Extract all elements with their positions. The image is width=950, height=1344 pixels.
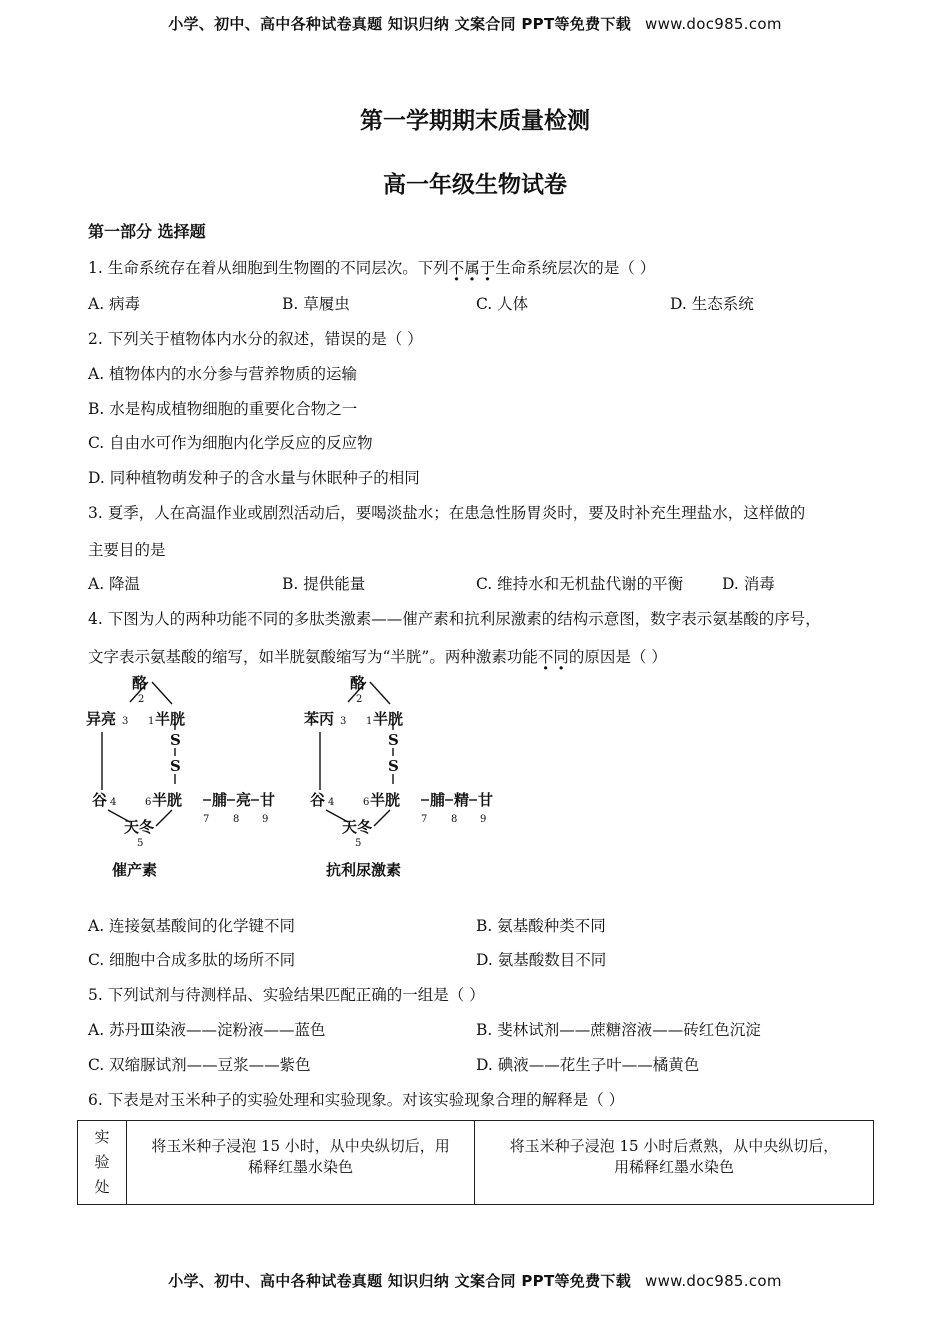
amino-acid-number: 4 xyxy=(328,797,335,808)
amino-acid-number: 8 xyxy=(451,814,458,825)
q2-option-a: A. 植物体内的水分参与营养物质的运输 xyxy=(88,365,358,383)
amino-acid-number: 3 xyxy=(122,716,129,727)
disulfide-s: S xyxy=(170,757,181,775)
vasopressin-caption: 抗利尿激素 xyxy=(326,861,402,879)
amino-acid-label: 甘 xyxy=(478,791,494,809)
amino-acid-number: 6 xyxy=(145,797,152,808)
q1-option-d: D. 生态系统 xyxy=(670,295,754,313)
amino-acid-number: 6 xyxy=(363,797,370,808)
amino-acid-number: 9 xyxy=(262,814,269,825)
amino-acid-label: 半胱 xyxy=(152,791,183,809)
bond-line xyxy=(152,682,172,704)
header-text: 小学、初中、高中各种试卷真题 知识归纳 文案合同 PPT等免费下载 xyxy=(168,15,631,33)
disulfide-s: S xyxy=(388,757,399,775)
amino-acid-number: 8 xyxy=(233,814,240,825)
q2-option-b: B. 水是构成植物细胞的重要化合物之一 xyxy=(88,400,358,418)
q4-option-b: B. 氨基酸种类不同 xyxy=(476,917,606,935)
q3-option-b: B. 提供能量 xyxy=(282,575,366,593)
question-3-stem-line1: 3. 夏季，人在高温作业或剧烈活动后，要喝淡盐水；在患急性肠胃炎时，要及时补充生理盐水，这样做的 xyxy=(88,504,806,522)
label-char: 验 xyxy=(94,1153,110,1171)
amino-acid-label: 脯 xyxy=(212,791,228,809)
amino-acid-number: 1 xyxy=(148,716,155,727)
amino-acid-label: 甘 xyxy=(260,791,276,809)
amino-acid-label: 苯丙 xyxy=(304,710,335,728)
q4-emphasis-char: 不 xyxy=(537,648,554,666)
amino-acid-number: 3 xyxy=(340,716,347,727)
label-char: 实 xyxy=(94,1128,110,1146)
amino-acid-number: 2 xyxy=(138,694,145,705)
question-5-stem: 5. 下列试剂与待测样品、实验结果匹配正确的一组是（ ） xyxy=(88,986,485,1004)
amino-acid-number: 9 xyxy=(480,814,487,825)
page-header xyxy=(0,13,950,34)
section-heading: 第一部分 选择题 xyxy=(88,222,206,241)
bond-line xyxy=(374,810,390,826)
amino-acid-label: 天冬 xyxy=(124,818,155,836)
q1-option-c: C. 人体 xyxy=(476,295,529,313)
q5-option-b: B. 斐林试剂——蔗糖溶液——砖红色沉淀 xyxy=(476,1021,761,1039)
q1-stem-part-b: 生命系统层次的是（ ） xyxy=(495,259,656,277)
table-row-label xyxy=(78,1121,127,1205)
question-4-stem-line2 xyxy=(88,645,667,667)
q5-option-a: A. 苏丹Ⅲ染液——淀粉液——蓝色 xyxy=(88,1021,326,1039)
amino-acid-label: 天冬 xyxy=(342,818,373,836)
amino-acid-number: 4 xyxy=(110,797,117,808)
amino-acid-label: 异亮 xyxy=(86,710,117,728)
amino-acid-label: 半胱 xyxy=(155,710,186,728)
amino-acid-label: 酪 xyxy=(350,674,366,692)
question-4-stem-line1: 4. 下图为人的两种功能不同的多肽类激素——催产素和抗利尿激素的结构示意图，数字表示氨基酸的序号， xyxy=(88,610,821,628)
page-footer xyxy=(0,1270,950,1291)
q1-option-a: A. 病毒 xyxy=(88,295,141,313)
amino-acid-label: 精 xyxy=(454,791,470,809)
question-1-stem xyxy=(88,256,655,278)
oxytocin-caption: 催产素 xyxy=(112,861,158,879)
amino-acid-number: 7 xyxy=(203,814,210,825)
table-row xyxy=(78,1121,874,1205)
amino-acid-label: 半胱 xyxy=(370,791,401,809)
footer-text: 小学、初中、高中各种试卷真题 知识归纳 文案合同 PPT等免费下载 xyxy=(168,1272,631,1290)
q4-emphasis-char: 同 xyxy=(553,648,569,666)
cell-text-line: 用稀释红墨水染色 xyxy=(613,1158,734,1176)
q2-option-d: D. 同种植物萌发种子的含水量与休眠种子的相同 xyxy=(88,469,420,487)
question-2-stem: 2. 下列关于植物体内水分的叙述，错误的是（ ） xyxy=(88,330,423,348)
bond-line xyxy=(156,810,172,826)
q1-emphasis-char: 不 xyxy=(448,259,465,277)
peptide-structure-diagram xyxy=(80,672,520,887)
amino-acid-number: 2 xyxy=(356,694,363,705)
q3-option-d: D. 消毒 xyxy=(722,575,775,593)
oxytocin-labels xyxy=(86,674,275,879)
amino-acid-number: 5 xyxy=(355,838,362,849)
disulfide-s: S xyxy=(388,731,399,749)
question-3-stem-line2: 主要目的是 xyxy=(88,541,166,559)
q4-option-d: D. 氨基酸数目不同 xyxy=(476,951,607,969)
q4-stem-part-b: 的原因是（ ） xyxy=(568,648,667,666)
q1-emphasis-char: 于 xyxy=(479,259,496,277)
amino-acid-label: 半胱 xyxy=(373,710,404,728)
bond-line xyxy=(370,682,390,704)
footer-url: www.doc985.com xyxy=(645,1272,782,1290)
sub-title: 高一年级生物试卷 xyxy=(383,172,567,198)
cell-text-line: 稀释红墨水染色 xyxy=(247,1158,353,1176)
table-cell-treatment-1 xyxy=(127,1121,475,1205)
label-char: 处 xyxy=(94,1178,110,1196)
q5-option-d: D. 碘液——花生子叶——橘黄色 xyxy=(476,1056,700,1074)
table-cell-treatment-2 xyxy=(475,1121,874,1205)
amino-acid-label: 谷 xyxy=(310,791,326,809)
q4-stem-part-a: 文字表示氨基酸的缩写，如半胱氨酸缩写为“半胱”。两种激素功能 xyxy=(88,648,538,666)
question-6-stem: 6. 下表是对玉米种子的实验处理和实验现象。对该实验现象合理的解释是（ ） xyxy=(88,1091,625,1109)
q1-option-b: B. 草履虫 xyxy=(282,295,350,313)
amino-acid-label: 亮 xyxy=(236,791,252,809)
q1-stem-part-a: 1. 生命系统存在着从细胞到生物圈的不同层次。下列 xyxy=(88,259,449,277)
amino-acid-label: 谷 xyxy=(92,791,108,809)
amino-acid-label: 脯 xyxy=(430,791,446,809)
q1-emphasis-char: 属 xyxy=(464,259,480,277)
amino-acid-number: 7 xyxy=(421,814,428,825)
amino-acid-label: 酪 xyxy=(132,674,148,692)
cell-text-line: 将玉米种子浸泡 15 小时后煮熟，从中央纵切后， xyxy=(509,1137,839,1155)
q2-option-c: C. 自由水可作为细胞内化学反应的反应物 xyxy=(88,434,373,452)
main-title: 第一学期期末质量检测 xyxy=(360,108,590,134)
amino-acid-number: 1 xyxy=(366,716,373,727)
amino-acid-number: 5 xyxy=(137,838,144,849)
q5-option-c: C. 双缩脲试剂——豆浆——紫色 xyxy=(88,1056,311,1074)
q4-option-a: A. 连接氨基酸间的化学键不同 xyxy=(88,917,296,935)
q4-option-c: C. 细胞中合成多肽的场所不同 xyxy=(88,951,296,969)
disulfide-s: S xyxy=(170,731,181,749)
experiment-table xyxy=(77,1120,874,1205)
header-url: www.doc985.com xyxy=(645,15,782,33)
cell-text-line: 将玉米种子浸泡 15 小时，从中央纵切后，用 xyxy=(151,1137,450,1155)
vasopressin-structure xyxy=(304,674,493,879)
q3-option-c: C. 维持水和无机盐代谢的平衡 xyxy=(476,575,684,593)
q3-option-a: A. 降温 xyxy=(88,575,141,593)
